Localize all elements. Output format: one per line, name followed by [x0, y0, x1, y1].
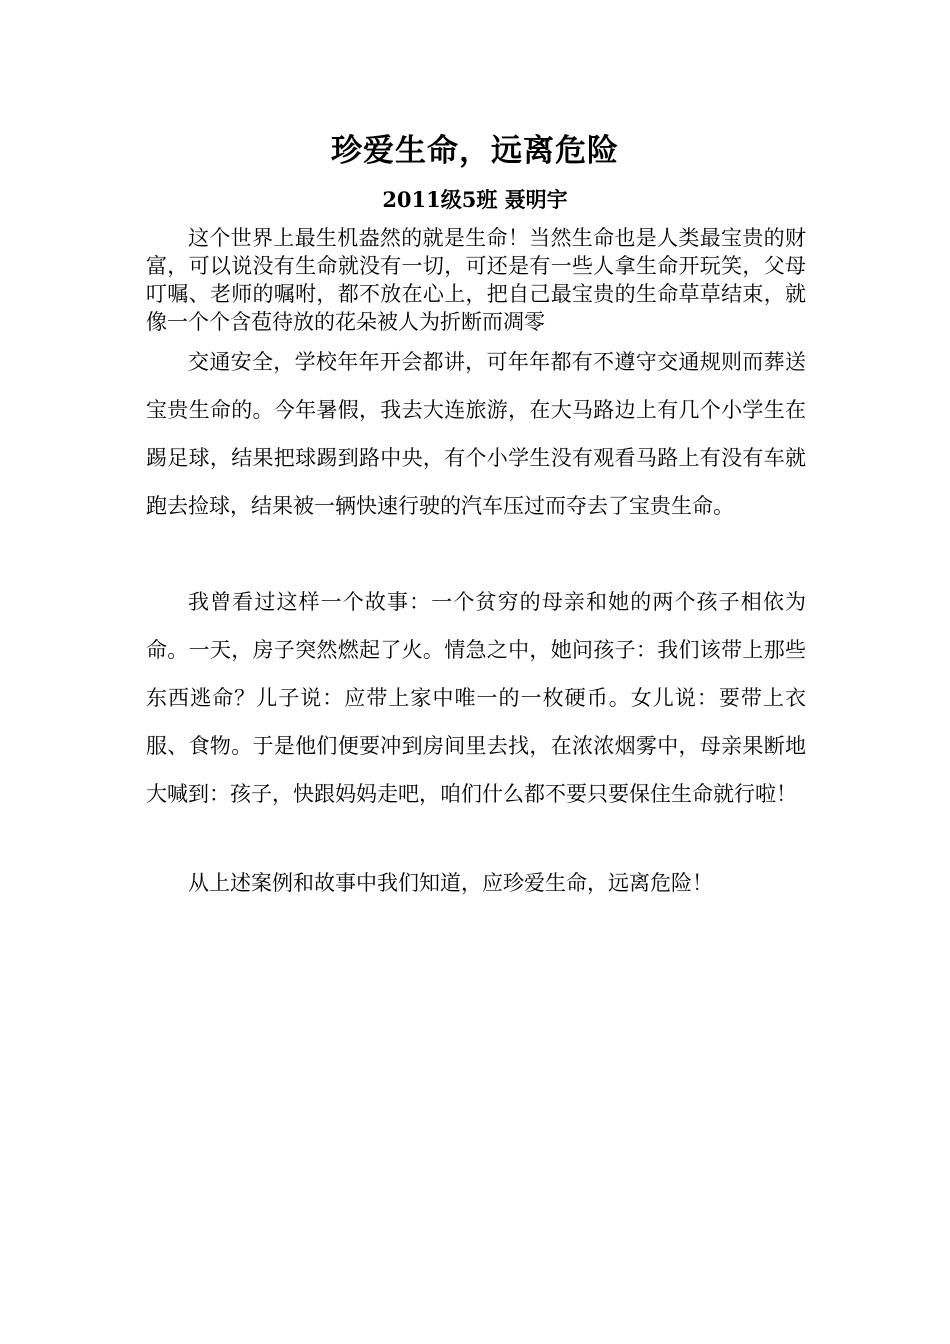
paragraph-fire-story: 我曾看过这样一个故事：一个贫穷的母亲和她的两个孩子相依为命。一天，房子突然燃起了火。情急之中，她问孩子：我们该带上那些东西逃命？儿子说：应带上家中唯一的一枚硬币。女儿说：要带上衣服、食物。于是他们便要冲到房间里去找，在浓浓烟雾中，母亲果断地大喊到：孩子，快跟妈妈走吧，咱们什么都不要只要保住生命就行啦！: [146, 590, 806, 806]
paragraph-intro: 这个世界上最生机盎然的就是生命！当然生命也是人类最宝贵的财富，可以说没有生命就没有一切，可还是有一些人拿生命开玩笑，父母叮嘱、老师的嘱咐，都不放在心上，把自己最宝贵的生命草草结束，就像一个个含苞待放的花朵被人为折断而凋零: [146, 226, 806, 334]
paragraph-conclusion: 从上述案例和故事中我们知道，应珍爱生命，远离危险！: [188, 871, 713, 895]
paragraph-traffic-safety: 交通安全，学校年年开会都讲，可年年都有不遵守交通规则而葬送宝贵生命的。今年暑假，我去大连旅游，在大马路边上有几个小学生在踢足球，结果把球踢到路中央，有个小学生没有观看马路上有没有车就跑去捡球，结果被一辆快速行驶的汽车压过而夺去了宝贵生命。: [146, 350, 806, 518]
author-byline: 2011级5班 聂明宇: [382, 187, 568, 212]
document-title: 珍爱生命，远离危险: [331, 133, 619, 169]
